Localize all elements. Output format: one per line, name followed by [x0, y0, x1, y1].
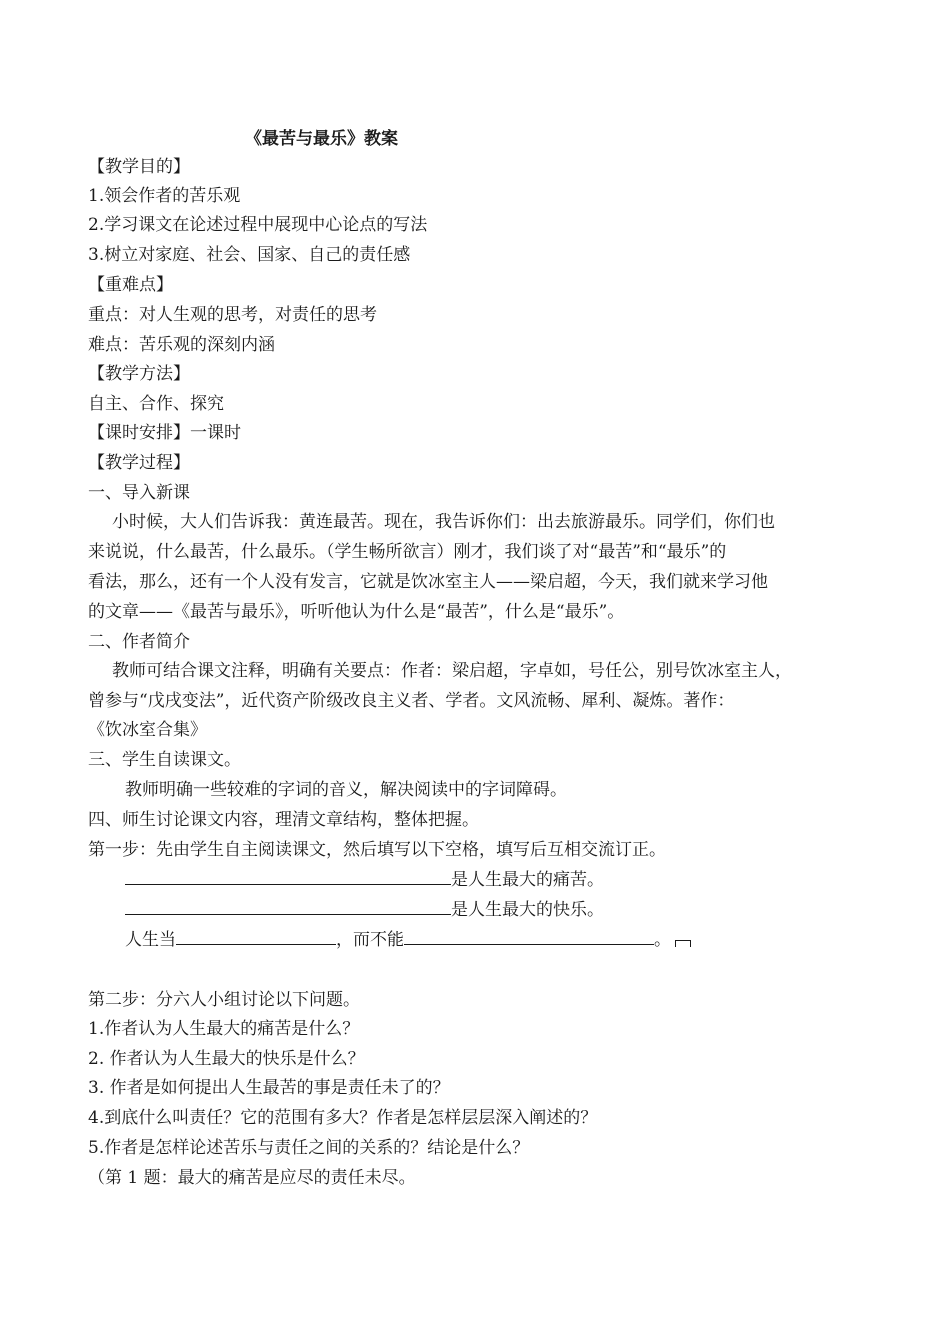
- question-2: 2. 作者认为人生最大的快乐是什么？: [88, 1049, 365, 1069]
- answer-blank[interactable]: [125, 868, 451, 885]
- fill-blank-3: [125, 928, 691, 952]
- heading-methods: 【教学方法】: [88, 364, 190, 384]
- answer-blank[interactable]: [176, 928, 336, 945]
- paragraph-line: 教师可结合课文注释，明确有关要点：作者：梁启超，字卓如，号任公，别号饮冰室主人，: [112, 661, 792, 681]
- section-3-heading: 三、学生自读课文。: [88, 750, 241, 770]
- question-4: 4.到底什么叫责任？它的范围有多大？作者是怎样层层深入阐述的？: [88, 1108, 598, 1128]
- fill-blank-1: [125, 868, 604, 892]
- paragraph-line: 看法，那么，还有一个人没有发言，它就是饮冰室主人——梁启超，今天，我们就来学习他: [88, 572, 768, 592]
- fill-blank-text: ，而不能: [336, 930, 404, 950]
- paragraph-line: 教师明确一些较难的字词的音义，解决阅读中的字词障碍。: [125, 780, 567, 800]
- paragraph-line: 曾参与“戊戌变法”，近代资产阶级改良主义者、学者。文风流畅、犀利、凝炼。著作：: [88, 691, 735, 711]
- question-3: 3. 作者是如何提出人生最苦的事是责任未了的？: [88, 1078, 450, 1098]
- line-break-mark-icon: [675, 940, 691, 947]
- fill-blank-text: 是人生最大的痛苦。: [451, 870, 604, 890]
- answer-blank[interactable]: [125, 898, 451, 915]
- difficult-point: 难点：苦乐观的深刻内涵: [88, 335, 275, 355]
- document-title: 《最苦与最乐》教案: [245, 129, 398, 149]
- fill-blank-text: 人生当: [125, 930, 176, 950]
- question-1: 1.作者认为人生最大的痛苦是什么？: [88, 1019, 360, 1039]
- objective-3: 3.树立对家庭、社会、国家、自己的责任感: [88, 245, 411, 265]
- heading-objectives: 【教学目的】: [88, 157, 190, 177]
- objective-1: 1.领会作者的苦乐观: [88, 186, 241, 206]
- section-4-heading: 四、师生讨论课文内容，理清文章结构，整体把握。: [88, 810, 479, 830]
- methods-text: 自主、合作、探究: [88, 394, 224, 414]
- paragraph-line: 《饮冰室合集》: [88, 720, 207, 740]
- answer-1-text: （第 1 题：最大的痛苦是应尽的责任未尽。: [88, 1168, 416, 1188]
- step-1-text: 第一步：先由学生自主阅读课文，然后填写以下空格，填写后互相交流订正。: [88, 840, 666, 860]
- question-5: 5.作者是怎样论述苦乐与责任之间的关系的？结论是什么？: [88, 1138, 530, 1158]
- step-2-text: 第二步：分六人小组讨论以下问题。: [88, 990, 360, 1010]
- paragraph-line: 的文章——《最苦与最乐》，听听他认为什么是“最苦”，什么是“最乐”。: [88, 602, 625, 622]
- fill-blank-2: [125, 898, 604, 922]
- section-2-heading: 二、作者简介: [88, 632, 190, 652]
- heading-process: 【教学过程】: [88, 453, 190, 473]
- fill-blank-text: 。: [654, 930, 671, 950]
- paragraph-line: 来说说，什么最苦，什么最乐。（学生畅所欲言）刚才，我们谈了对“最苦”和“最乐”的: [88, 542, 727, 562]
- objective-2: 2.学习课文在论述过程中展现中心论点的写法: [88, 215, 428, 235]
- paragraph-line: 小时候，大人们告诉我：黄连最苦。现在，我告诉你们：出去旅游最乐。同学们，你们也: [112, 512, 775, 532]
- answer-blank[interactable]: [404, 928, 654, 945]
- heading-key-points: 【重难点】: [88, 275, 173, 295]
- fill-blank-text: 是人生最大的快乐。: [451, 900, 604, 920]
- heading-schedule: 【课时安排】一课时: [88, 423, 241, 443]
- key-point: 重点：对人生观的思考，对责任的思考: [88, 305, 377, 325]
- section-1-heading: 一、导入新课: [88, 483, 190, 503]
